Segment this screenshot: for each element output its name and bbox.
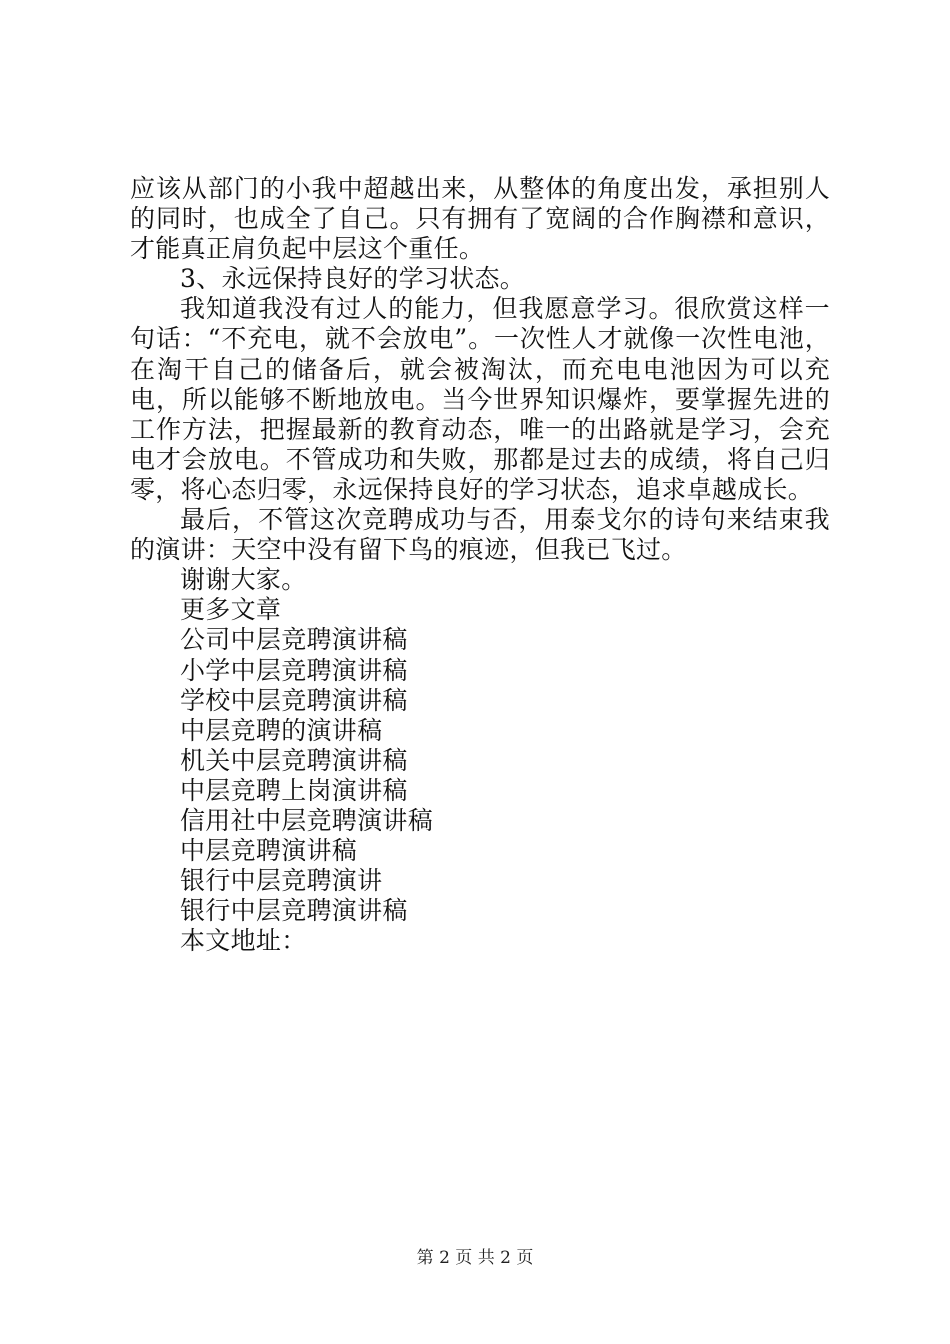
paragraph-continuation: 应该从部门的小我中超越出来，从整体的角度出发，承担别人的同时，也成全了自己。只有拥有了宽阔的合作胸襟和意识，才能真正肩负起中层这个重任。 — [130, 174, 830, 264]
article-link[interactable]: 信用社中层竞聘演讲稿 — [180, 805, 434, 835]
article-link[interactable]: 银行中层竞聘演讲稿 — [180, 896, 408, 926]
article-link[interactable]: 公司中层竞聘演讲稿 — [180, 625, 408, 655]
paragraph-conclusion: 最后，不管这次竞聘成功与否，用泰戈尔的诗句来结束我的演讲：天空中没有留下鸟的痕迹，但我已飞过。 — [130, 505, 830, 565]
article-link[interactable]: 中层竞聘演讲稿 — [180, 836, 358, 866]
article-link[interactable]: 中层竞聘的演讲稿 — [180, 715, 383, 745]
thanks-line: 谢谢大家。 — [180, 565, 307, 595]
article-link[interactable]: 机关中层竞聘演讲稿 — [180, 745, 408, 775]
article-link[interactable]: 中层竞聘上岗演讲稿 — [180, 775, 408, 805]
article-link[interactable]: 小学中层竞聘演讲稿 — [180, 655, 408, 685]
document-body — [130, 174, 830, 956]
article-link[interactable]: 银行中层竞聘演讲 — [180, 866, 383, 896]
page-footer: 第 2 页 共 2 页 — [416, 1248, 534, 1268]
paragraph-learning: 我知道我没有过人的能力，但我愿意学习。很欣赏这样一句话：“不充电，就不会放电”。一次性人才就像一次性电池，在淘干自己的储备后，就会被淘汰，而充电电池因为可以充电，所以能够不断地放电。当今世界知识爆炸，要掌握先进的工作方法，把握最新的教育动态，唯一的出路就是学习，会充电才会放电。不管成功和失败，那都是过去的成绩，将自己归零，将心态归零，永远保持良好的学习状态，追求卓越成长。 — [130, 294, 830, 504]
section-heading-learning: 3、永远保持良好的学习状态。 — [180, 264, 526, 294]
more-articles-heading: 更多文章 — [180, 595, 282, 625]
article-link[interactable]: 学校中层竞聘演讲稿 — [180, 685, 408, 715]
more-articles-list — [130, 625, 830, 926]
article-address-label: 本文地址： — [180, 926, 307, 956]
